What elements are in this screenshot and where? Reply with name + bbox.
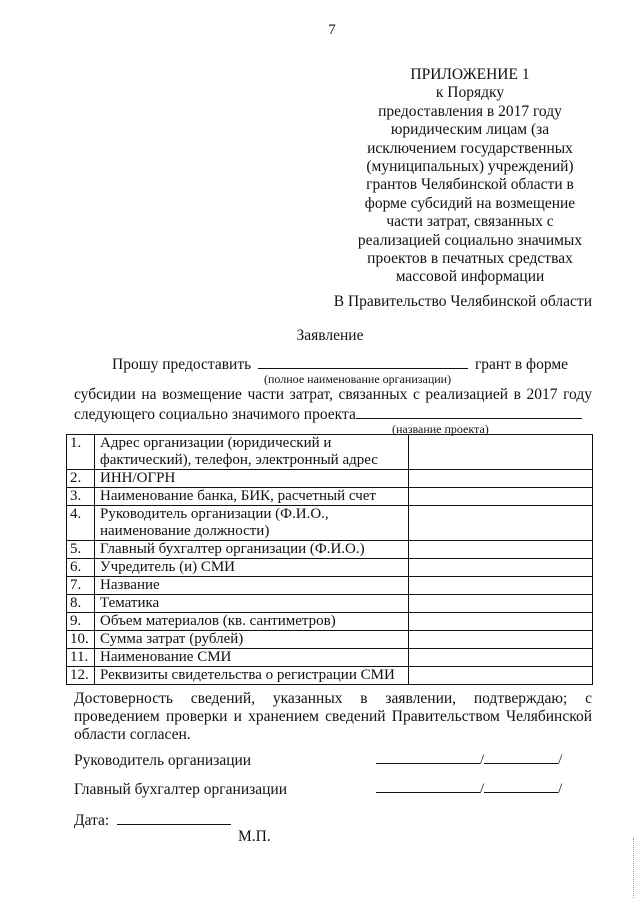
row-label: Главный бухгалтер организации (Ф.И.О.) [95, 541, 409, 559]
appendix-line: части затрат, связанных с [386, 213, 554, 231]
stamp-placeholder: М.П. [238, 828, 271, 845]
appendix-line: к Порядку [435, 84, 505, 102]
row-value-cell [409, 613, 593, 631]
table-row [67, 595, 593, 613]
org-name-caption: (полное наименование организации) [264, 372, 452, 386]
appendix-line: (муниципальных) учреждений) [366, 158, 574, 176]
confirmation-line-1: Достоверность сведений, указанных в заявлении, подтверждаю; с [74, 690, 592, 707]
request-line-3 [74, 405, 582, 424]
row-number: 5. [67, 541, 95, 559]
request-line-2: субсидии на возмещение части затрат, связанных с реализацией в 2017 году [74, 386, 592, 403]
row-number: 8. [67, 595, 95, 613]
appendix-line: проектов в печатных средствах [367, 250, 573, 268]
appendix-line: юридическим лицам (за [390, 121, 550, 139]
request-start: Прошу предоставить [112, 356, 252, 373]
row-value-cell [409, 559, 593, 577]
row-number: 1. [67, 435, 95, 470]
table-row [67, 577, 593, 595]
row-value-cell [409, 631, 593, 649]
table-row [67, 435, 593, 470]
appendix-line: форме субсидий на возмещение [364, 194, 576, 212]
row-value-cell [409, 435, 593, 470]
row-value-cell [409, 577, 593, 595]
accountant-signature-blank [376, 779, 480, 793]
project-name-caption: (название проекта) [392, 422, 489, 436]
row-label: ИНН/ОГРН [95, 470, 409, 488]
row-number: 10. [67, 631, 95, 649]
confirmation-line-2: проведением проверки и хранением сведений Правительством Челябинской [74, 708, 592, 725]
row-number: 9. [67, 613, 95, 631]
table-row [67, 488, 593, 506]
row-label: Тематика [95, 595, 409, 613]
signature-slash: / [480, 752, 485, 768]
head-signature-blank [376, 750, 480, 764]
head-name-blank [484, 750, 558, 764]
date-blank [117, 811, 231, 825]
table-row [67, 667, 593, 685]
row-value-cell [409, 667, 593, 685]
row-label: Реквизиты свидетельства о регистрации СМИ [95, 667, 409, 685]
row-label: Учредитель (и) СМИ [95, 559, 409, 577]
date-row [74, 811, 231, 830]
appendix-line: ПРИЛОЖЕНИЕ 1 [410, 66, 530, 83]
head-signature-label: Руководитель организации [74, 752, 252, 769]
row-value-cell [409, 595, 593, 613]
row-label: Наименование СМИ [95, 649, 409, 667]
row-label: Наименование банка, БИК, расчетный счет [95, 488, 409, 506]
row-value-cell [409, 470, 593, 488]
head-signature-lines [376, 750, 562, 769]
row-label: Адрес организации (юридический и фактический), телефон, электронный адрес [95, 435, 409, 470]
signature-slash: / [480, 781, 485, 797]
page-number: 7 [328, 22, 336, 38]
row-number: 6. [67, 559, 95, 577]
request-end: грант в форме [474, 356, 569, 373]
confirmation-line-3: области согласен. [74, 726, 191, 743]
application-table-body [67, 435, 593, 685]
signature-slash: / [558, 781, 563, 797]
table-row [67, 506, 593, 541]
appendix-line: грантов Челябинской области в [366, 176, 574, 194]
appendix-line: массовой информации [395, 268, 545, 286]
table-row [67, 631, 593, 649]
project-name-blank [356, 405, 582, 419]
table-row [67, 649, 593, 667]
appendix-heading [320, 66, 620, 287]
accountant-signature-label: Главный бухгалтер организации [74, 781, 288, 798]
org-name-blank [258, 355, 468, 369]
table-row [67, 541, 593, 559]
row-number: 2. [67, 470, 95, 488]
appendix-line: реализацией социально значимых [357, 231, 583, 249]
row-value-cell [409, 488, 593, 506]
row-value-cell [409, 506, 593, 541]
appendix-line: исключением государственных [367, 139, 573, 157]
row-label: Руководитель организации (Ф.И.О., наименование должности) [95, 506, 409, 541]
row-number: 12. [67, 667, 95, 685]
row-label: Название [95, 577, 409, 595]
project-lead-text: следующего социально значимого проекта [74, 406, 356, 423]
table-row [67, 613, 593, 631]
row-number: 4. [67, 506, 95, 541]
application-table [66, 434, 593, 685]
date-label: Дата: [74, 812, 110, 829]
recipient-line: В Правительство Челябинской области [333, 293, 592, 310]
row-label: Сумма затрат (рублей) [95, 631, 409, 649]
accountant-name-blank [484, 779, 558, 793]
table-row [67, 470, 593, 488]
row-number: 7. [67, 577, 95, 595]
scan-edge-mark [633, 838, 636, 898]
row-value-cell [409, 541, 593, 559]
row-number: 3. [67, 488, 95, 506]
document-title: Заявление [296, 327, 364, 344]
table-row [67, 559, 593, 577]
signature-slash: / [558, 752, 563, 768]
accountant-signature-lines [376, 779, 562, 798]
row-label: Объем материалов (кв. сантиметров) [95, 613, 409, 631]
row-value-cell [409, 649, 593, 667]
row-number: 11. [67, 649, 95, 667]
appendix-line: предоставления в 2017 году [378, 102, 562, 120]
